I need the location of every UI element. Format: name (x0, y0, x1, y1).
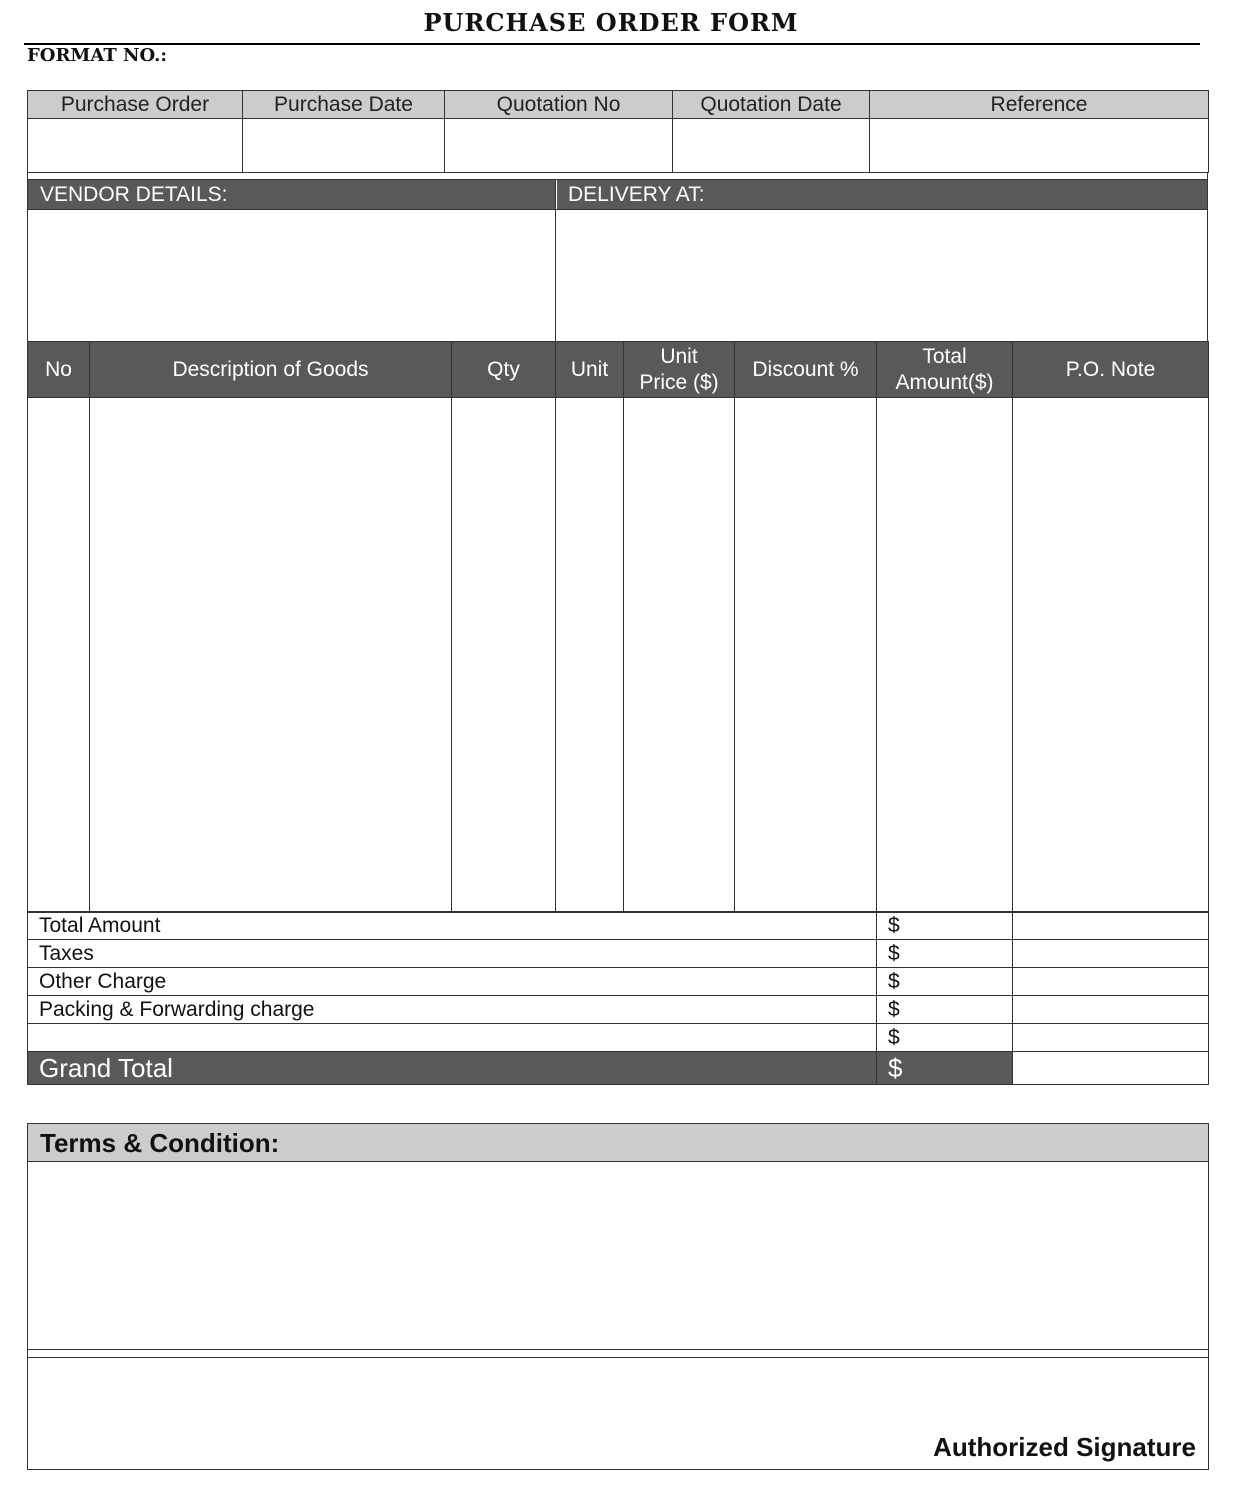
items-note-cell[interactable] (1013, 398, 1209, 913)
title-divider (24, 43, 1200, 45)
other-charge-currency: $ (877, 968, 1013, 996)
items-description-cell[interactable] (90, 398, 452, 913)
packing-forwarding-currency: $ (877, 996, 1013, 1024)
items-no-cell[interactable] (28, 398, 90, 913)
items-unit-price-cell[interactable] (624, 398, 735, 913)
extra-charge-value[interactable] (1013, 1024, 1209, 1052)
items-total-cell[interactable] (877, 398, 1013, 913)
column-total-amount-line1: Total (922, 344, 967, 368)
column-total-amount-line2: Amount($) (895, 370, 994, 394)
column-po-note: P.O. Note (1013, 342, 1209, 398)
grand-total-label: Grand Total (28, 1052, 877, 1085)
header-purchase-date: Purchase Date (243, 91, 445, 119)
column-qty: Qty (452, 342, 556, 398)
items-discount-cell[interactable] (735, 398, 877, 913)
reference-field[interactable] (870, 119, 1209, 173)
column-discount: Discount % (735, 342, 877, 398)
purchase-date-field[interactable] (243, 119, 445, 173)
column-unit-price-line1: Unit (660, 344, 698, 368)
column-unit-price (624, 342, 735, 398)
delivery-at-field[interactable] (556, 210, 1207, 341)
column-total-amount (877, 342, 1013, 398)
delivery-at-header (557, 180, 1207, 209)
packing-forwarding-label: Packing & Forwarding charge (28, 996, 877, 1024)
items-unit-cell[interactable] (556, 398, 624, 913)
terms-box (27, 1123, 1209, 1470)
terms-title: Terms & Condition: (40, 1128, 280, 1158)
taxes-currency: $ (877, 940, 1013, 968)
grand-total-currency: $ (877, 1052, 1013, 1085)
delivery-at-label: DELIVERY AT: (568, 183, 705, 206)
packing-forwarding-value[interactable] (1013, 996, 1209, 1024)
format-number-label: FORMAT NO.: (27, 45, 167, 66)
extra-charge-currency: $ (877, 1024, 1013, 1052)
total-amount-currency: $ (877, 912, 1013, 940)
column-description: Description of Goods (90, 342, 452, 398)
taxes-label: Taxes (28, 940, 877, 968)
authorized-signature-label: Authorized Signature (933, 1432, 1196, 1462)
extra-charge-label[interactable] (28, 1024, 877, 1052)
vendor-details-header (28, 180, 556, 209)
total-amount-label: Total Amount (28, 912, 877, 940)
address-block (27, 172, 1208, 342)
grand-total-value[interactable] (1013, 1052, 1209, 1085)
vendor-details-field[interactable] (28, 210, 555, 341)
order-header-table (27, 90, 1209, 173)
page-title: PURCHASE ORDER FORM (423, 8, 799, 37)
header-quotation-date: Quotation Date (673, 91, 870, 119)
other-charge-label: Other Charge (28, 968, 877, 996)
total-amount-value[interactable] (1013, 912, 1209, 940)
header-purchase-order: Purchase Order (28, 91, 243, 119)
terms-field[interactable] (28, 1163, 1208, 1349)
purchase-order-field[interactable] (28, 119, 243, 173)
terms-divider-top (28, 1349, 1208, 1350)
header-reference: Reference (870, 91, 1209, 119)
quotation-no-field[interactable] (445, 119, 673, 173)
items-table (27, 341, 1209, 913)
items-qty-cell[interactable] (452, 398, 556, 913)
vendor-details-label: VENDOR DETAILS: (40, 183, 228, 206)
summary-table (27, 911, 1209, 1085)
terms-header (28, 1124, 1208, 1162)
header-quotation-no: Quotation No (445, 91, 673, 119)
column-no: No (28, 342, 90, 398)
taxes-value[interactable] (1013, 940, 1209, 968)
column-unit: Unit (556, 342, 624, 398)
quotation-date-field[interactable] (673, 119, 870, 173)
column-unit-price-line2: Price ($) (639, 370, 719, 394)
other-charge-value[interactable] (1013, 968, 1209, 996)
